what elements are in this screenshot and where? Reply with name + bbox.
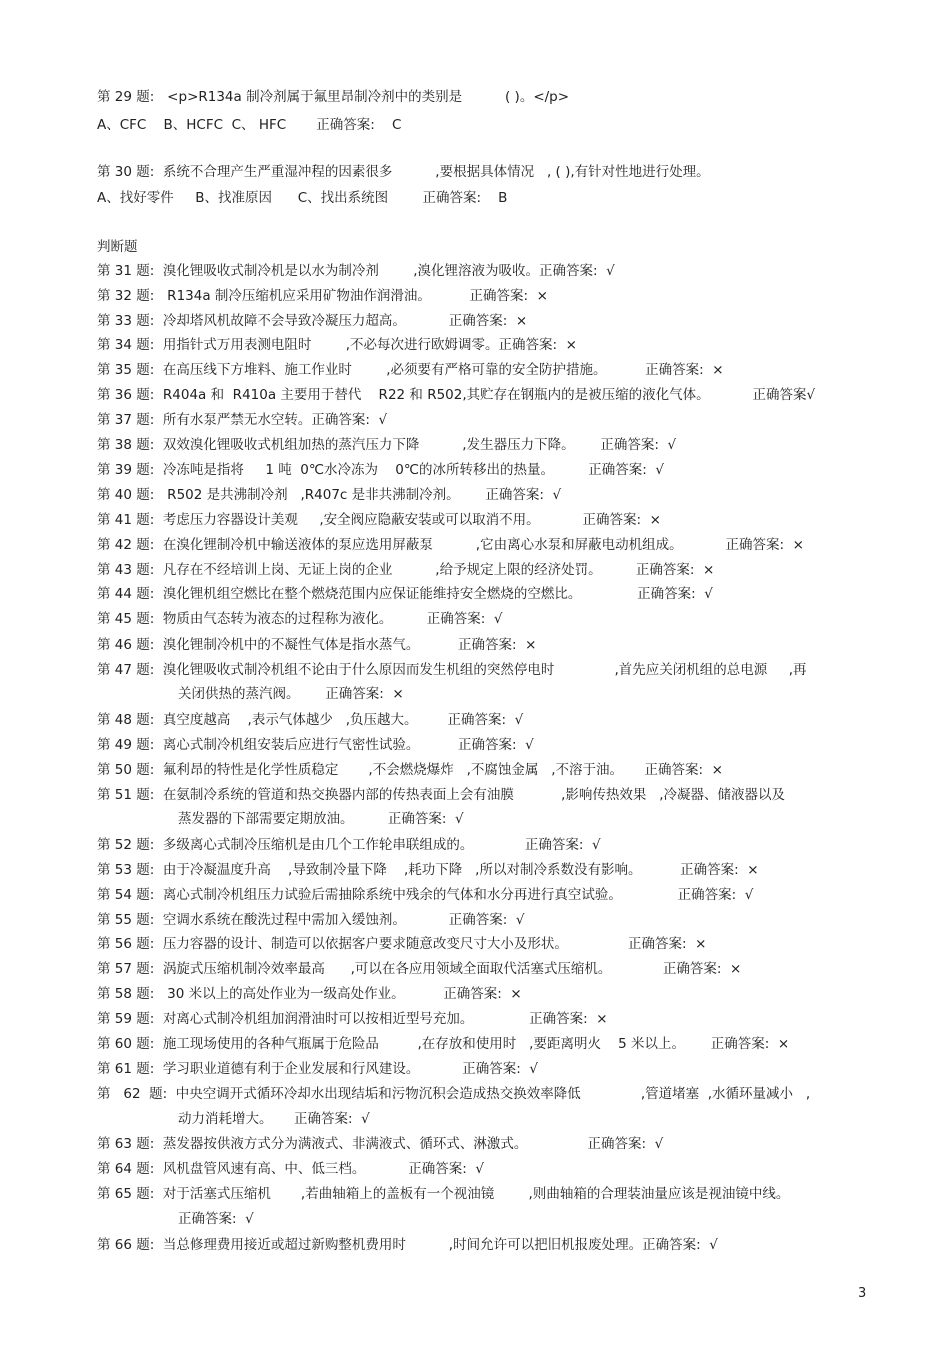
question-62: 第 62 题: 中央空调开式循环冷却水出现结垢和污物沉积会造成热交换效率降低 ,管道堵塞 ,水循环量减小 , bbox=[97, 1086, 811, 1102]
question-52: 第 52 题: 多级离心式制冷压缩机是由几个工作轮串联组成的。 正确答案: √ bbox=[97, 837, 601, 853]
question-30-options: A、找好零件 B、找准原因 C、找出系统图 正确答案: B bbox=[97, 190, 508, 206]
question-43: 第 43 题: 凡存在不经培训上岗、无证上岗的企业 ,给予规定上限的经济处罚。 正确答案: × bbox=[97, 562, 715, 578]
question-47: 第 47 题: 溴化锂吸收式制冷机组不论由于什么原因而发生机组的突然停电时 ,首先应关闭机组的总电源 ,再 bbox=[97, 662, 807, 678]
question-30-stem: 第 30 题: 系统不合理产生严重湿冲程的因素很多 ,要根据具体情况 , ( ),有针对性地进行处理。 bbox=[97, 164, 710, 180]
question-51-continued: 蒸发器的下部需要定期放油。 正确答案: √ bbox=[178, 811, 464, 827]
question-63: 第 63 题: 蒸发器按供液方式分为满液式、非满液式、循环式、淋激式。 正确答案: √ bbox=[97, 1136, 664, 1152]
question-32: 第 32 题: R134a 制冷压缩机应采用矿物油作润滑油。 正确答案: × bbox=[97, 288, 548, 304]
question-50: 第 50 题: 氟利昂的特性是化学性质稳定 ,不会燃烧爆炸 ,不腐蚀金属 ,不溶于油。 正确答案: × bbox=[97, 762, 723, 778]
question-58: 第 58 题: 30 米以上的高处作业为一级高处作业。 正确答案: × bbox=[97, 986, 522, 1002]
question-59: 第 59 题: 对离心式制冷机组加润滑油时可以按相近型号充加。 正确答案: × bbox=[97, 1011, 608, 1027]
question-44: 第 44 题: 溴化锂机组空燃比在整个燃烧范围内应保证能维持安全燃烧的空燃比。 正确答案: √ bbox=[97, 586, 713, 602]
question-51: 第 51 题: 在氨制冷系统的管道和热交换器内部的传热表面上会有油膜 ,影响传热效果 ,冷凝器、储液器以及 bbox=[97, 787, 786, 803]
question-60: 第 60 题: 施工现场使用的各种气瓶属于危险品 ,在存放和使用时 ,要距离明火 5 米以上。 正确答案: × bbox=[97, 1036, 790, 1052]
question-47-continued: 关闭供热的蒸汽阀。 正确答案: × bbox=[178, 686, 404, 702]
question-62-continued: 动力消耗增大。 正确答案: √ bbox=[178, 1111, 370, 1127]
question-34: 第 34 题: 用指针式万用表测电阻时 ,不必每次进行欧姆调零。正确答案: × bbox=[97, 337, 577, 353]
question-45: 第 45 题: 物质由气态转为液态的过程称为液化。 正确答案: √ bbox=[97, 611, 503, 627]
question-39: 第 39 题: 冷冻吨是指将 1 吨 0℃水冷冻为 0℃的冰所转移出的热量。 正确答案: √ bbox=[97, 462, 665, 478]
question-31: 第 31 题: 溴化锂吸收式制冷机是以水为制冷剂 ,溴化锂溶液为吸收。正确答案: √ bbox=[97, 263, 615, 279]
question-66: 第 66 题: 当总修理费用接近或超过新购整机费用时 ,时间允许可以把旧机报废处理。正确答案: √ bbox=[97, 1237, 718, 1253]
page-number: 3 bbox=[858, 1286, 867, 1301]
question-37: 第 37 题: 所有水泵严禁无水空转。正确答案: √ bbox=[97, 412, 388, 428]
question-46: 第 46 题: 溴化锂制冷机中的不凝性气体是指水蒸气。 正确答案: × bbox=[97, 637, 537, 653]
question-55: 第 55 题: 空调水系统在酸洗过程中需加入缓蚀剂。 正确答案: √ bbox=[97, 912, 525, 928]
question-64: 第 64 题: 风机盘管风速有高、中、低三档。 正确答案: √ bbox=[97, 1161, 485, 1177]
question-42: 第 42 题: 在溴化锂制冷机中输送液体的泵应选用屏蔽泵 ,它由离心水泵和屏蔽电动机组成。 正确答案: × bbox=[97, 537, 804, 553]
question-40: 第 40 题: R502 是共沸制冷剂 ,R407c 是非共沸制冷剂。 正确答案: √ bbox=[97, 487, 562, 503]
question-35: 第 35 题: 在高压线下方堆料、施工作业时 ,必须要有严格可靠的安全防护措施。 正确答案: × bbox=[97, 362, 724, 378]
question-29-stem: 第 29 题: <p>R134a 制冷剂属于氟里昂制冷剂中的类别是 ( )。</p> bbox=[97, 89, 570, 105]
question-36: 第 36 题: R404a 和 R410a 主要用于替代 R22 和 R502,其贮存在钢瓶内的是被压缩的液化气体。 正确答案√ bbox=[97, 387, 816, 403]
question-53: 第 53 题: 由于冷凝温度升高 ,导致制冷量下降 ,耗功下降 ,所以对制冷系数没有影响。 正确答案: × bbox=[97, 862, 759, 878]
question-65: 第 65 题: 对于活塞式压缩机 ,若曲轴箱上的盖板有一个视油镜 ,则曲轴箱的合理装油量应该是视油镜中线。 bbox=[97, 1186, 790, 1202]
question-56: 第 56 题: 压力容器的设计、制造可以依据客户要求随意改变尺寸大小及形状。 正确答案: × bbox=[97, 936, 707, 952]
question-33: 第 33 题: 冷却塔风机故障不会导致冷凝压力超高。 正确答案: × bbox=[97, 313, 528, 329]
question-29-options: A、CFC B、HCFC C、 HFC 正确答案: C bbox=[97, 117, 402, 133]
question-61: 第 61 题: 学习职业道德有利于企业发展和行风建设。 正确答案: √ bbox=[97, 1061, 539, 1077]
question-65-continued: 正确答案: √ bbox=[178, 1211, 254, 1227]
question-54: 第 54 题: 离心式制冷机组压力试验后需抽除系统中残余的气体和水分再进行真空试验。 正确答案: √ bbox=[97, 887, 754, 903]
question-41: 第 41 题: 考虑压力容器设计美观 ,安全阀应隐蔽安装或可以取消不用。 正确答案: × bbox=[97, 512, 661, 528]
question-57: 第 57 题: 涡旋式压缩机制冷效率最高 ,可以在各应用领域全面取代活塞式压缩机。 正确答案: × bbox=[97, 961, 742, 977]
section-heading: 判断题 bbox=[97, 239, 138, 255]
question-48: 第 48 题: 真空度越高 ,表示气体越少 ,负压越大。 正确答案: √ bbox=[97, 712, 524, 728]
question-38: 第 38 题: 双效溴化锂吸收式机组加热的蒸汽压力下降 ,发生器压力下降。 正确答案: √ bbox=[97, 437, 677, 453]
question-49: 第 49 题: 离心式制冷机组安装后应进行气密性试验。 正确答案: √ bbox=[97, 737, 534, 753]
